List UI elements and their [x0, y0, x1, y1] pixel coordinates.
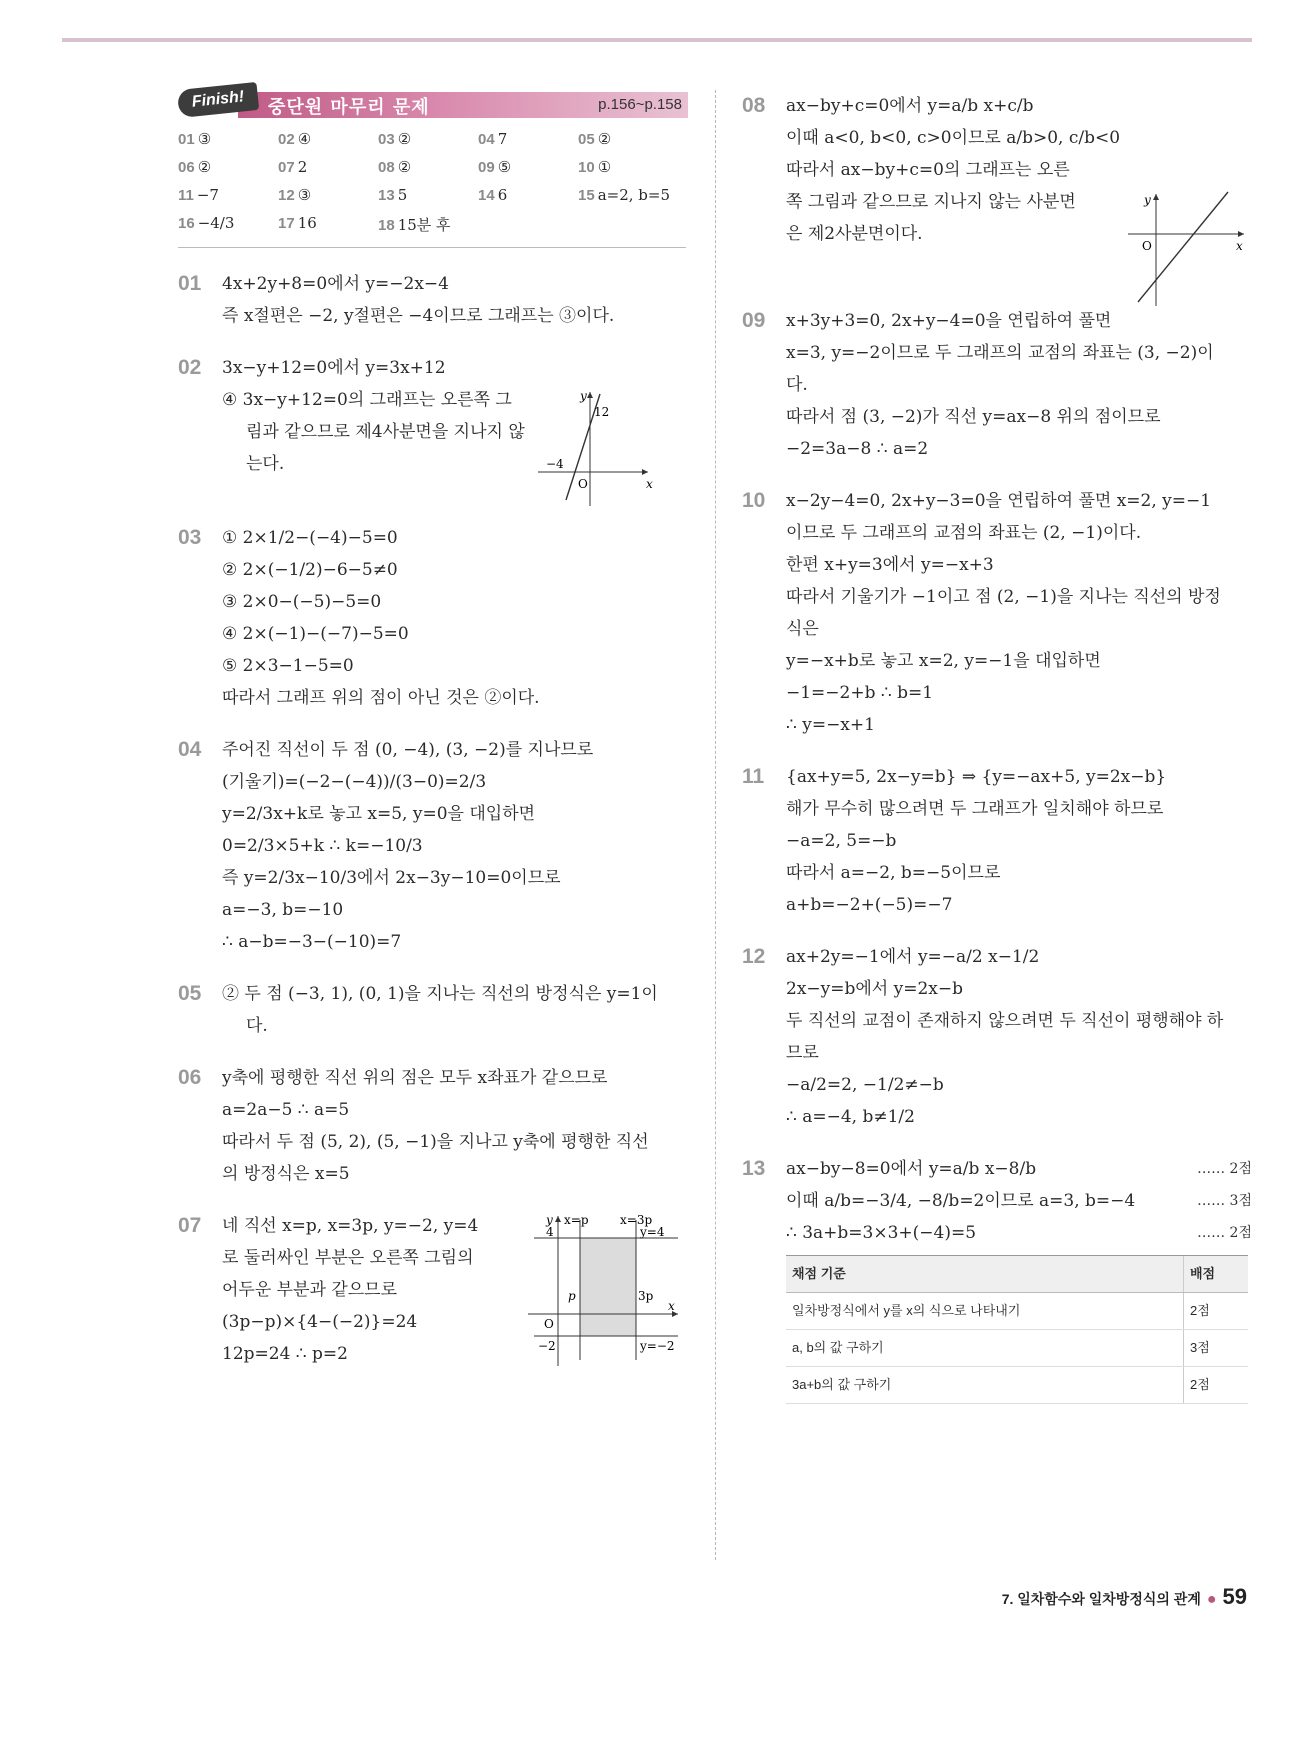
scoring-header-criteria: 채점 기준: [786, 1256, 1184, 1293]
problem-number: 10: [742, 489, 766, 512]
axis-label: y: [546, 1213, 553, 1227]
solution-line: ∴ a=−4, b≠1/2: [786, 1107, 915, 1127]
chapter-title: 7. 일차함수와 일차방정식의 관계: [1001, 1591, 1201, 1607]
solution-line: 주어진 직선이 두 점 (0, −4), (3, −2)를 지나므로: [222, 740, 594, 760]
bullet-icon: ●: [1206, 1591, 1217, 1608]
solution-line: ax−by−8=0에서 y=a/b x−8/b: [786, 1159, 1037, 1179]
points-label: …… 2점: [1197, 1161, 1252, 1177]
solution-10: [742, 485, 1252, 741]
solution-line: 4x+2y+8=0에서 y=−2x−4: [222, 274, 449, 294]
solution-line: 다.: [786, 375, 808, 395]
answer-item: 14 6: [478, 186, 508, 204]
origin-label: O: [1142, 239, 1152, 253]
table-row: [786, 1330, 1248, 1367]
answer-item: 04 7: [478, 130, 508, 148]
axis-label: x: [668, 1299, 675, 1313]
scoring-criterion: 일차방정식에서 y를 x의 식으로 나타내기: [786, 1293, 1184, 1330]
solution-03: [178, 522, 686, 714]
problem-number: 07: [178, 1214, 202, 1237]
line-label: y=4: [640, 1225, 665, 1239]
solution-line: 로 둘러싸인 부분은 오른쪽 그림의: [222, 1248, 474, 1268]
solution-line: 2x−y=b에서 y=2x−b: [786, 979, 964, 999]
solution-05: [178, 978, 686, 1042]
solution-line: ② 두 점 (−3, 1), (0, 1)을 지나는 직선의 방정식은 y=1이: [222, 984, 658, 1004]
solution-line: x−2y−4=0, 2x+y−3=0을 연립하여 풀면 x=2, y=−1: [786, 491, 1212, 511]
solution-line: ③ 2×0−(−5)−5=0: [222, 592, 382, 612]
solution-06: [178, 1062, 686, 1190]
solution-line: 한편 x+y=3에서 y=−x+3: [786, 555, 994, 575]
solution-line: 즉 y=2/3x−10/3에서 2x−3y−10=0이므로: [222, 868, 561, 888]
tick-label: −2: [538, 1339, 556, 1353]
solution-line: 0=2/3×5+k ∴ k=−10/3: [222, 836, 423, 856]
problem-number: 02: [178, 356, 202, 379]
problem-number: 03: [178, 526, 202, 549]
tick-label: 4: [546, 1225, 554, 1239]
right-column: [742, 90, 1252, 1404]
solution-line: y=2/3x+k로 놓고 x=5, y=0을 대입하면: [222, 804, 536, 824]
problem-number: 04: [178, 738, 202, 761]
solution-line: 림과 같으므로 제4사분면을 지나지 않: [246, 422, 525, 442]
answer-item: 18 15분 후: [378, 216, 451, 234]
solution-line: 해가 무수히 많으려면 두 그래프가 일치해야 하므로: [786, 799, 1164, 819]
scoring-criterion: a, b의 값 구하기: [786, 1330, 1184, 1367]
solution-line: y=−x+b로 놓고 x=2, y=−1을 대입하면: [786, 651, 1101, 671]
problem-number: 11: [742, 765, 765, 788]
answer-item: 06 ②: [178, 158, 212, 176]
answer-item: 01 ③: [178, 130, 212, 148]
left-column: [178, 82, 686, 1370]
solution-line: (기울기)=(−2−(−4))/(3−0)=2/3: [222, 772, 487, 792]
solution-line: 따라서 두 점 (5, 2), (5, −1)을 지나고 y축에 평행한 직선: [222, 1132, 649, 1152]
axis-label: y: [1144, 193, 1151, 207]
solution-01: [178, 268, 686, 332]
answer-item: 07 2: [278, 158, 308, 176]
solution-line: 는다.: [246, 454, 285, 474]
origin-label: O: [544, 1317, 554, 1331]
solution-13: [742, 1153, 1252, 1404]
solution-line: 어두운 부분과 같으므로: [222, 1280, 398, 1300]
answer-item: 09 ⑤: [478, 158, 512, 176]
solution-line: 식은: [786, 619, 819, 639]
graph-08: [1128, 190, 1248, 310]
solution-line: −a/2=2, −1/2≠−b: [786, 1075, 944, 1095]
solution-line: ax+2y=−1에서 y=−a/2 x−1/2: [786, 947, 1040, 967]
solution-line: a=2a−5 ∴ a=5: [222, 1100, 350, 1120]
solution-line: ∴ y=−x+1: [786, 715, 875, 735]
scoring-header-points: 배점: [1184, 1256, 1249, 1293]
axis-label: y: [580, 389, 587, 403]
solution-line: y축에 평행한 직선 위의 점은 모두 x좌표가 같으므로: [222, 1068, 608, 1088]
page-number: 59: [1222, 1584, 1247, 1609]
solution-07: [178, 1210, 686, 1370]
answer-item: 11 −7: [178, 186, 219, 204]
solution-line: −2=3a−8 ∴ a=2: [786, 439, 929, 459]
scoring-points: 3점: [1184, 1330, 1249, 1367]
solution-line: 따라서 기울기가 −1이고 점 (2, −1)을 지나는 직선의 방정: [786, 587, 1221, 607]
table-row: [786, 1293, 1248, 1330]
answer-item: 17 16: [278, 214, 317, 232]
solution-line: 두 직선의 교점이 존재하지 않으려면 두 직선이 평행해야 하: [786, 1011, 1224, 1031]
problem-number: 06: [178, 1066, 202, 1089]
solution-line: 따라서 a=−2, b=−5이므로: [786, 863, 1001, 883]
answer-item: 12 ③: [278, 186, 312, 204]
solution-09: [742, 305, 1252, 465]
table-row: [786, 1367, 1248, 1404]
solution-line: −1=−2+b ∴ b=1: [786, 683, 934, 703]
solution-line: 3x−y+12=0에서 y=3x+12: [222, 358, 446, 378]
answer-item: 08 ②: [378, 158, 412, 176]
column-divider: [715, 90, 716, 1560]
solution-line: ④ 3x−y+12=0의 그래프는 오른쪽 그: [222, 390, 512, 410]
solution-line: a+b=−2+(−5)=−7: [786, 895, 953, 915]
scoring-criterion: 3a+b의 값 구하기: [786, 1367, 1184, 1404]
problem-number: 13: [742, 1157, 766, 1180]
top-rule: [62, 38, 1252, 42]
origin-label: O: [578, 477, 588, 491]
solution-line: x+3y+3=0, 2x+y−4=0을 연립하여 풀면: [786, 311, 1112, 331]
answer-item: 05 ②: [578, 130, 612, 148]
solution-line: 이므로 두 그래프의 교점의 좌표는 (2, −1)이다.: [786, 523, 1142, 543]
answer-item: 13 5: [378, 186, 408, 204]
page-footer: [1002, 1584, 1247, 1610]
solution-line: 다.: [246, 1016, 268, 1036]
line-label: x=3p: [620, 1213, 653, 1227]
intercept-label: −4: [546, 457, 564, 471]
solution-line: {ax+y=5, 2x−y=b} ⇒ {y=−ax+5, y=2x−b}: [786, 767, 1167, 787]
problem-number: 09: [742, 309, 766, 332]
solution-line: x=3, y=−2이므로 두 그래프의 교점의 좌표는 (3, −2)이: [786, 343, 1214, 363]
intercept-label: 12: [594, 405, 610, 419]
solution-11: [742, 761, 1252, 921]
solution-line: 즉 x절편은 −2, y절편은 −4이므로 그래프는 ③이다.: [222, 306, 615, 326]
solution-line: 므로: [786, 1043, 819, 1063]
scoring-points: 2점: [1184, 1293, 1249, 1330]
solution-line: 따라서 ax−by+c=0의 그래프는 오른: [786, 160, 1070, 180]
page-range: p.156~p.158: [598, 96, 682, 113]
tick-label: 3p: [638, 1289, 654, 1303]
axis-label: x: [1236, 239, 1243, 253]
tick-label: p: [568, 1289, 576, 1303]
axis-label: x: [646, 477, 653, 491]
answer-item: 03 ②: [378, 130, 412, 148]
solution-line: −a=2, 5=−b: [786, 831, 897, 851]
solution-04: [178, 734, 686, 958]
line-label: x=p: [564, 1213, 589, 1227]
section-header: [178, 82, 686, 122]
answer-item: 15 a=2, b=5: [578, 186, 670, 204]
solution-02: [178, 352, 686, 522]
points-label: …… 2점: [1197, 1225, 1252, 1241]
answer-item: 10 ①: [578, 158, 612, 176]
finish-badge: Finish!: [177, 82, 259, 118]
solution-line: ② 2×(−1/2)−6−5≠0: [222, 560, 398, 580]
answer-grid: [178, 130, 686, 248]
solution-line: 이때 a/b=−3/4, −8/b=2이므로 a=3, b=−4: [786, 1191, 1136, 1211]
problem-number: 08: [742, 94, 766, 117]
solution-12: [742, 941, 1252, 1133]
solution-line: 네 직선 x=p, x=3p, y=−2, y=4: [222, 1216, 479, 1236]
answer-item: 02 ④: [278, 130, 312, 148]
solution-line: 따라서 점 (3, −2)가 직선 y=ax−8 위의 점이므로: [786, 407, 1161, 427]
answer-item: 16 −4/3: [178, 214, 235, 232]
scoring-table: [786, 1255, 1248, 1404]
solution-line: a=−3, b=−10: [222, 900, 344, 920]
points-label: …… 3점: [1197, 1193, 1252, 1209]
solution-line: ④ 2×(−1)−(−7)−5=0: [222, 624, 409, 644]
solution-08: [742, 90, 1252, 305]
solution-line: ① 2×1/2−(−4)−5=0: [222, 528, 398, 548]
line-label: y=−2: [640, 1339, 675, 1353]
problem-number: 01: [178, 272, 202, 295]
solution-line: ∴ a−b=−3−(−10)=7: [222, 932, 402, 952]
scoring-points: 2점: [1184, 1367, 1249, 1404]
section-title: 중단원 마무리 문제: [268, 97, 430, 118]
solution-line: 은 제2사분면이다.: [786, 224, 923, 244]
problem-number: 05: [178, 982, 202, 1005]
graph-07: [528, 1210, 688, 1370]
solution-line: 쪽 그림과 같으므로 지나지 않는 사분면: [786, 192, 1076, 212]
solution-line: 따라서 그래프 위의 점이 아닌 것은 ②이다.: [222, 688, 540, 708]
problem-number: 12: [742, 945, 766, 968]
solution-line: ⑤ 2×3−1−5=0: [222, 656, 354, 676]
solution-line: 12p=24 ∴ p=2: [222, 1344, 348, 1364]
solution-line: (3p−p)×{4−(−2)}=24: [222, 1312, 418, 1332]
graph-02: [538, 388, 658, 508]
solution-line: 이때 a<0, b<0, c>0이므로 a/b>0, c/b<0: [786, 128, 1121, 148]
solution-line: ax−by+c=0에서 y=a/b x+c/b: [786, 96, 1034, 116]
solution-line: 의 방정식은 x=5: [222, 1164, 350, 1184]
solution-line: ∴ 3a+b=3×3+(−4)=5: [786, 1223, 977, 1243]
